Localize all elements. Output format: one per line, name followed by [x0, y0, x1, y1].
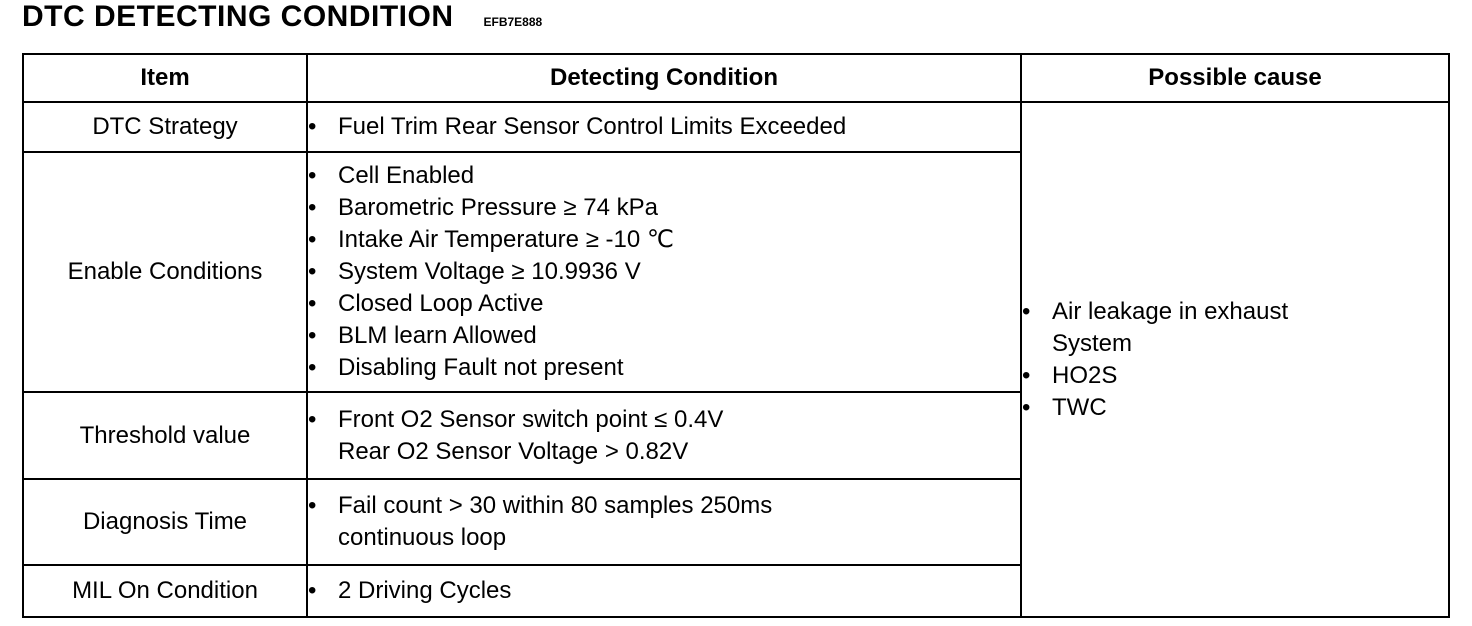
condition-bullet: [308, 490, 1020, 554]
detecting-condition-cell: [307, 152, 1021, 392]
condition-bullet: [308, 404, 1020, 468]
cause-text: • Air leakage in exhaust: [1052, 297, 1289, 325]
column-header-detecting-condition: Detecting Condition: [307, 54, 1021, 102]
condition-text: continuous loop: [338, 524, 507, 551]
cause-text: • HO2S: [1052, 361, 1118, 389]
dtc-table: [22, 53, 1450, 618]
condition-text: • 2 Driving Cycles: [338, 577, 512, 604]
row-item-label: Enable Conditions: [23, 152, 307, 392]
condition-text: • BLM learn Allowed: [338, 322, 537, 349]
cause-bullet: [1022, 392, 1448, 424]
table-row: [23, 102, 1449, 152]
detecting-condition-cell: [307, 102, 1021, 152]
column-header-item: Item: [23, 54, 307, 102]
condition-text: • Fuel Trim Rear Sensor Control Limits Exceeded: [338, 113, 847, 140]
condition-bullet: [308, 192, 1020, 224]
cause-text: System: [1052, 329, 1133, 357]
condition-bullet: [308, 288, 1020, 320]
condition-text: • Disabling Fault not present: [338, 354, 624, 381]
condition-text: • Closed Loop Active: [338, 290, 544, 317]
condition-bullet: [308, 160, 1020, 192]
cause-text: • TWC: [1052, 393, 1107, 421]
condition-text: Rear O2 Sensor Voltage > 0.82V: [338, 437, 689, 465]
cause-bullet: [1022, 296, 1448, 360]
detecting-condition-cell: [307, 479, 1021, 565]
condition-bullet: [308, 256, 1020, 288]
condition-bullet: [308, 111, 1020, 143]
condition-text: • System Voltage ≥ 10.9936 V: [338, 258, 641, 285]
column-header-possible-cause: Possible cause: [1021, 54, 1449, 102]
detecting-condition-cell: [307, 392, 1021, 479]
condition-text: • Fail count > 30 within 80 samples 250ms: [338, 492, 773, 519]
condition-bullet: [308, 224, 1020, 256]
row-item-label: Threshold value: [23, 392, 307, 479]
row-item-label: Diagnosis Time: [23, 479, 307, 565]
condition-text: • Cell Enabled: [338, 162, 475, 189]
condition-text: • Front O2 Sensor switch point ≤ 0.4V: [338, 405, 724, 433]
page-title: DTC DETECTING CONDITION: [22, 0, 454, 33]
title-row: [22, 0, 542, 40]
condition-bullet: [308, 575, 1020, 607]
condition-bullet: [308, 320, 1020, 352]
condition-text: • Intake Air Temperature ≥ -10 ℃: [338, 226, 674, 253]
condition-text: • Barometric Pressure ≥ 74 kPa: [338, 194, 658, 221]
row-item-label: DTC Strategy: [23, 102, 307, 152]
detecting-condition-cell: [307, 565, 1021, 617]
cause-bullet: [1022, 360, 1448, 392]
document-code: EFB7E888: [483, 15, 543, 29]
header-row: [23, 54, 1449, 102]
possible-cause-cell: [1021, 102, 1449, 617]
row-item-label: MIL On Condition: [23, 565, 307, 617]
condition-bullet: [308, 352, 1020, 384]
